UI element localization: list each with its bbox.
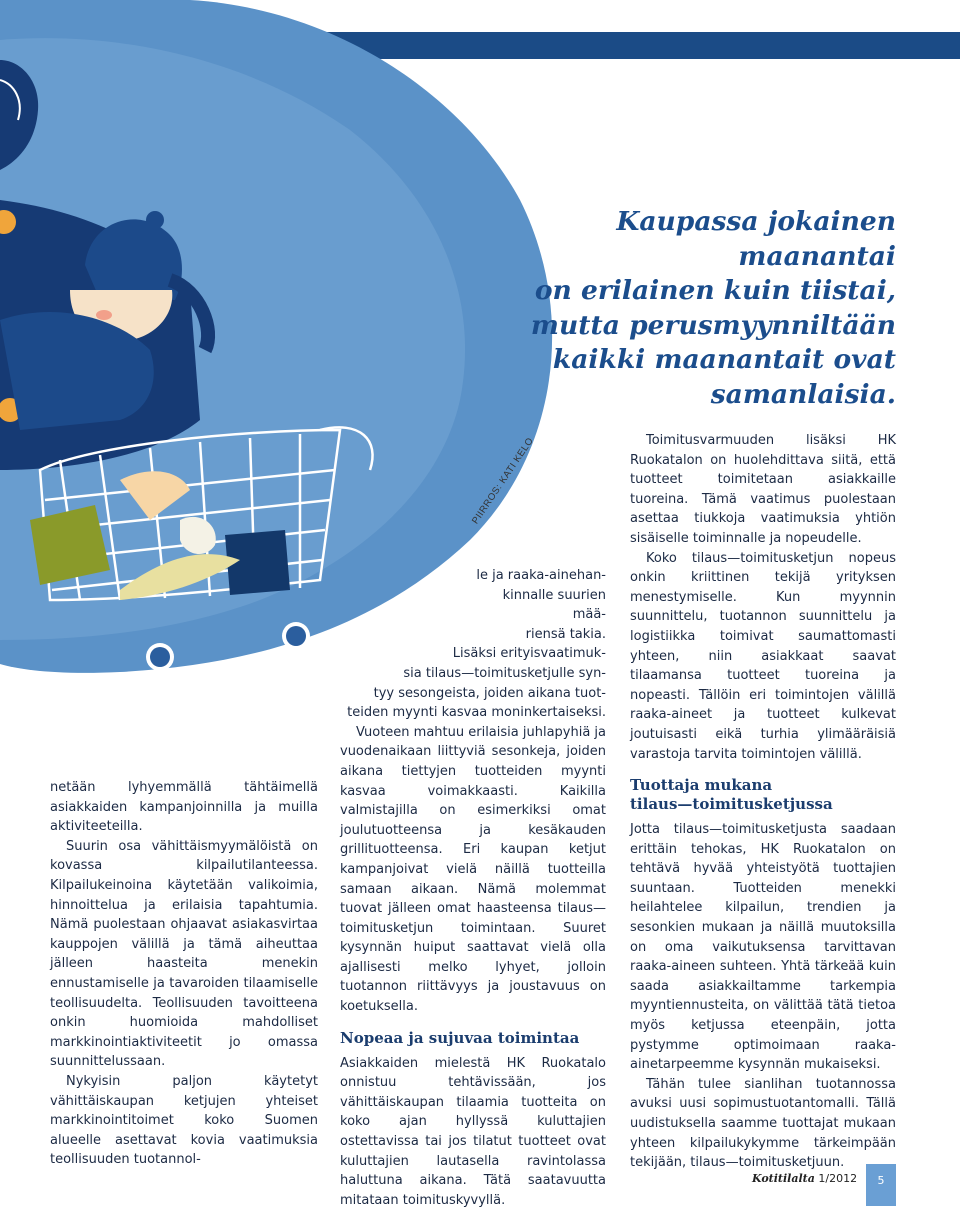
wrapped-line: sia tilaus—toimitusketjulle syn- <box>403 665 606 681</box>
paragraph: Nykyisin paljon käytetyt vähittäiskaupan ketjujen yhteiset markkinointitoimet koko Suomen alueelle asettavat kovia vaatimuksia teollisuuden tuotannol- <box>50 1073 318 1168</box>
wrapped-line: teiden myynti kasvaa moninkertaiseksi. <box>347 705 606 721</box>
text-column-2 <box>340 566 606 1210</box>
paragraph: Jotta tilaus—toimitusketjusta saadaan erittäin tehokas, HK Ruokatalon on tehtävä hyvää yhteistyötä tuottajien suuntaan. Tuotteiden menekki heilahtelee kilpailun, trendien ja sesonkien mukaan ja näillä muutoksilla on oma vaikutuksensa tarvittavan raaka-aineen suhteen. Yhtä tärkeää kuin saada asiakkailtamme tarkempia myyntiennusteita, on välittää tätä tietoa myös ketjussa eteenpäin, jotta pystymme optimoimaan raaka-ainetarpeemme kysynnän mukaiseksi. <box>630 822 896 1073</box>
paragraph: netään lyhyemmällä tähtäimellä asiakkaiden kampanjoinnilla ja muilla aktiviteeteilla. <box>50 780 318 835</box>
footer <box>752 1172 857 1185</box>
paragraph: Koko tilaus—toimitusketjun nopeus onkin kriittinen tekijä yrityksen menestymiselle. Kun myynnin suunnittelu, tuotannon suunnittelu ja logistiikka toimivat saumattomasti yhteen, niin asiakkaat saavat tilaamansa tuotteet tuoreina ja nopeasti. Tällöin eri toimintojen välillä raaka-aineet ja tuotteet kulkevat joutuisasti eikä turhia ylimääräisiä varastoja tarvita toimintojen välillä. <box>630 550 896 762</box>
wrapped-text-block <box>340 566 606 723</box>
section-heading <box>630 776 896 814</box>
section-heading-line: Tuottaja mukana <box>630 776 773 795</box>
wrapped-line: le ja raaka-ainehan- <box>476 568 606 583</box>
paragraph: Suurin osa vähittäismyymälöistä on kovassa kilpailutilanteessa. Kilpailukeinoina käytetään valikoimia, hinnoittelua ja erilaisia tapahtumia. Nämä puolestaan ohjaavat asiakasvirtaa kauppojen välillä ja tämä aiheuttaa jälleen haasteita menekin ennustamiselle ja tavaroiden tilaamiselle teollisuudelta. Teollisuuden tavoitteena onkin huomioida mahdolliset markkinointiaktiviteetit jo omassa suunnittelussaan. <box>50 838 318 1070</box>
paragraph: Tähän tulee sianlihan tuotannossa avuksi uusi sopimustuotantomalli. Tällä uudistuksella saamme tuottajat mukaan yhteen kilpailukykymme tärkeimpään tekijään, tilaus—toimitusketjuun. <box>630 1076 896 1171</box>
pull-quote-line: on erilainen kuin tiistai, <box>534 275 896 306</box>
paragraph: Vuoteen mahtuu erilaisia juhlapyhiä ja vuodenaikaan liittyviä sesonkeja, joiden aikana tiettyjen tuotteiden myynti kasvaa voimakkaasti. Kaikilla valmistajilla on esimerkiksi omat joulutuotteensa ja kesäkauden grillituotteensa. Eri kaupan ketjut kampanjoivat vielä näillä tuotteilla samaan aikaan. Nämä molemmat tuovat jälleen omat haasteensa tilaus—toimitusketjun toimintaan. Suuret kysynnän huiput saattavat vielä olla ajallisesti melko lyhyet, jolloin tuotannon riittävyys ja joustavuus on koetuksella. <box>340 724 607 1015</box>
magazine-name: Kotitilalta <box>752 1172 815 1185</box>
section-heading-line: tilaus—toimitusketjussa <box>630 795 833 814</box>
illustration-credit: PIIRROS: KATI KELO <box>470 435 537 527</box>
pull-quote-line: samanlaisia. <box>710 378 896 410</box>
issue-number: 1/2012 <box>818 1172 858 1185</box>
wrapped-line: tyy sesongeista, joiden aikana tuot- <box>373 685 606 701</box>
section-heading: Nopeaa ja sujuvaa toimintaa <box>340 1028 580 1047</box>
text-column-1 <box>50 778 318 1170</box>
paragraph: Asiakkaiden mielestä HK Ruokatalo onnistuu tehtävissään, jos vähittäiskaupan tilaamia tuotteita on koko ajan hyllyssä kuluttajien ostettavissa tai jos tilatut tuotteet ovat kuluttajien lautasella ravintolassa haluttuna aikana. Tätä saatavuutta mitataan toimituskyvyllä. <box>340 1055 606 1208</box>
wrapped-line: kinnalle suurien mää- <box>502 587 606 623</box>
text-column-3 <box>630 431 896 1173</box>
pull-quote-line: kaikki maanantait ovat <box>552 344 896 375</box>
pull-quote-line: mutta perusmyynniltään <box>530 309 896 341</box>
page-number-tab <box>866 1164 896 1206</box>
page-number: 5 <box>877 1174 885 1187</box>
wrapped-line: riensä takia. <box>525 626 606 642</box>
paragraph: Toimitusvarmuuden lisäksi HK Ruokatalon on huolehdittava siitä, että tuotteet toimitetaan asiakkaille tuoreina. Tämä vaatimus puolestaan asettaa tiukkoja vaatimuksia yhtiön sisäiselle toiminnalle ja nopeudelle. <box>630 433 896 546</box>
pull-quote <box>470 205 896 412</box>
pull-quote-line: Kaupassa jokainen maanantai <box>616 206 896 272</box>
wrapped-line: Lisäksi erityisvaatimuk- <box>452 646 606 662</box>
